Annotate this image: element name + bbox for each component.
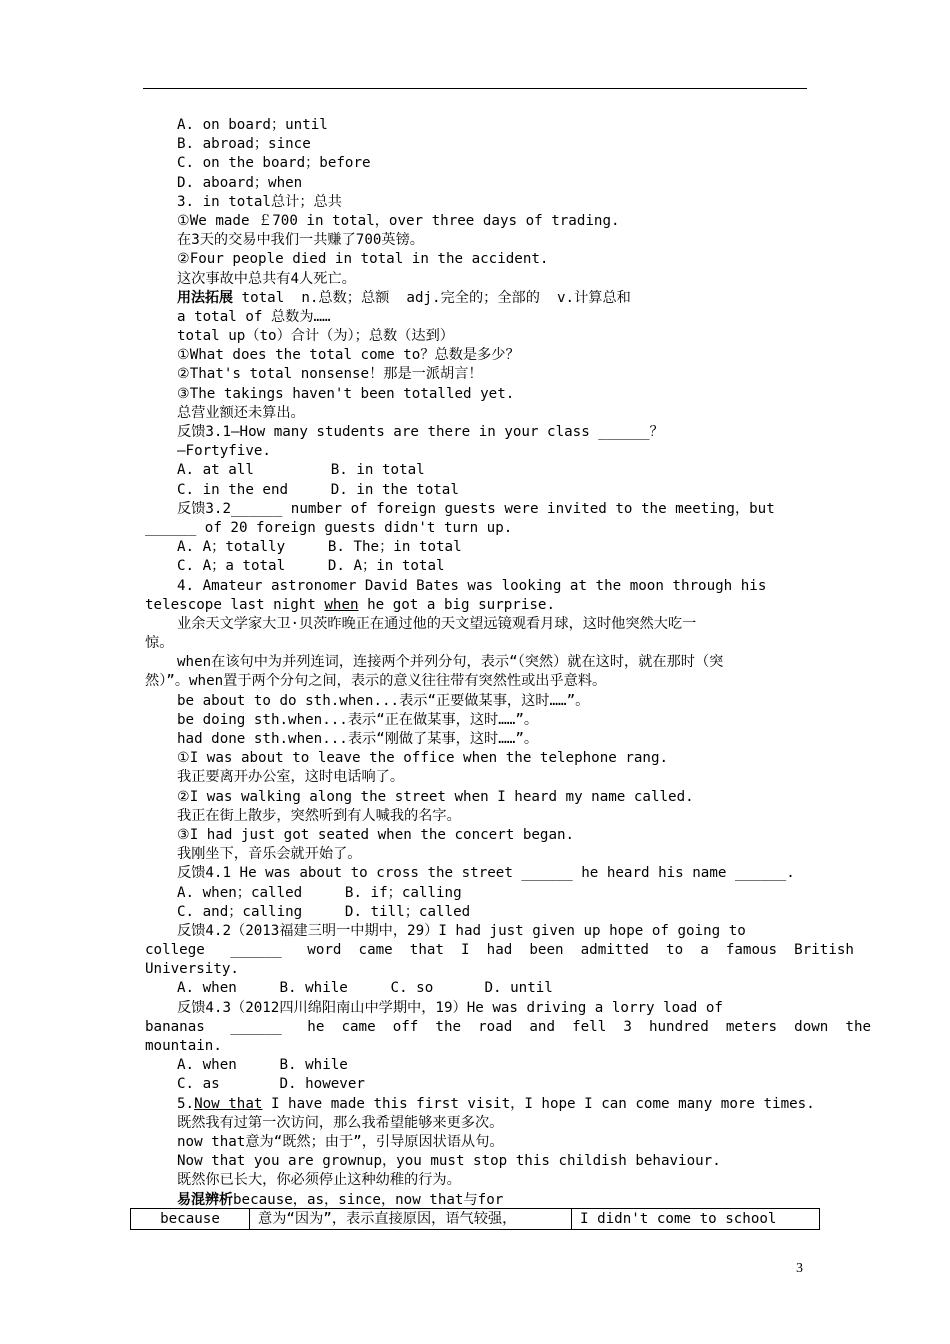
translation: 总营业额还未算出。 [177,404,305,421]
text-line: be doing sth.when...表示“正在做某事，这时……”。 [177,711,539,728]
exercise-question-cont: University. [145,961,239,978]
underlined-when: when [324,596,359,613]
example-sentence: ①I was about to leave the office when the telephone rang. [177,750,669,767]
page-number: 3 [796,1261,803,1276]
text-line: be about to do sth.when...表示“正要做某事，这时……”。 [177,692,590,709]
exercise-options: A. A；totally B. The；in total [177,539,462,556]
exercise-options: C. as D. however [177,1076,365,1093]
exercise-question-cont: college ______ word came that I had been admitted to a famous British [145,942,854,959]
exercise-options: A. when B. while C. so D. until [177,980,553,997]
confusion-text: because，as，since，now that与for [233,1191,504,1208]
exercise-question-cont: ______ of 20 foreign guests didn't turn up. [145,519,513,536]
translation: 这次事故中总共有4人死亡。 [177,270,356,287]
exercise-question: 反馈3.2______ number of foreign guests were invited to the meeting，but [177,500,775,517]
example-sentence: ②I was walking along the street when I heard my name called. [177,788,694,805]
usage-expansion [145,289,809,308]
explanation-cont: 然）”。when置于两个分句之间，表示的意义往往带有突然性或出乎意料。 [145,673,607,690]
exercise-question-cont: bananas ______ he came off the road and fell 3 hundred meters down the [145,1018,872,1035]
text-line: A. on board；until [177,117,328,133]
example-sentence: Now that you are grownup，you must stop this childish behaviour. [177,1153,721,1170]
exercise-options: A. when B. while [177,1057,348,1074]
translation: 我正在街上散步，突然听到有人喊我的名字。 [177,807,461,824]
exercise-options: A. at all B. in total [177,462,425,479]
exercise-question: 反馈4.1 He was about to cross the street ______ he heard his name ______. [177,865,795,882]
confusion-label: 易混辨析 [177,1191,233,1208]
example-sentence: ③I had just got seated when the concert began. [177,826,575,843]
translation: 在3天的交易中我们一共赚了700英镑。 [177,232,424,249]
text-line: D. aboard；when [177,174,303,191]
comparison-table [130,1208,820,1230]
section-heading: 4. Amateur astronomer David Bates was looking at the moon through his [177,577,767,594]
section-heading-cont: telescope last night when he got a big surprise. [145,596,556,613]
table-cell-term: because [131,1209,250,1229]
page-content [145,116,872,1210]
example-sentence: ②That's total nonsense！那是一派胡言！ [177,366,483,383]
example-sentence: ②Four people died in total in the accident. [177,251,549,268]
text-line: a total of 总数为…… [177,308,331,325]
section-heading: 3. in total总计；总共 [177,193,342,210]
underlined-now-that: Now that [194,1095,263,1112]
table-cell-meaning: 意为“因为”，表示直接原因，语气较强， [250,1209,572,1229]
section-heading: 5.Now that I have made this first visit，I hope I can come many more times. [177,1095,815,1112]
translation: 业余天文学家大卫·贝茨昨晚正在通过他的天文望远镜观看月球，这时他突然大吃一 [177,615,697,632]
exercise-question: 反馈4.3（2012四川绵阳南山中学期中，19）He was driving a lorry load of [177,999,723,1016]
exercise-options: C. and；calling D. till；called [177,903,471,920]
text-line: had done sth.when...表示“刚做了某事，这时……”。 [177,731,539,747]
example-sentence: ①What does the total come to？总数是多少？ [177,347,520,364]
translation: 既然你已长大，你必须停止这种幼稚的行为。 [177,1172,461,1189]
exercise-options: A. when；called B. if；calling [177,884,462,901]
confusion-analysis [145,1191,809,1210]
text-line: total up（to）合计（为）；总数（达到） [177,328,454,345]
translation: 我正要离开办公室，这时电话响了。 [177,769,405,786]
explanation: now that意为“既然；由于”，引导原因状语从句。 [177,1133,504,1150]
translation: 我刚坐下，音乐会就开始了。 [177,846,362,863]
exercise-options: C. in the end D. in the total [177,481,459,498]
exercise-answer-line: —Fortyfive. [177,443,271,460]
exercise-question-cont: mountain. [145,1038,222,1054]
example-sentence: ①We made ￡700 in total，over three days of trading. [177,212,620,229]
translation: 既然我有过第一次访问，那么我希望能够来更多次。 [177,1114,504,1131]
usage-expansion-label: 用法拓展 [177,289,233,306]
usage-expansion-text: total n.总数；总额 adj.完全的；全部的 v.计算总和 [233,289,631,306]
exercise-question: 反馈3.1—How many students are there in your class ______？ [177,424,664,440]
explanation: when在该句中为并列连词，连接两个并列分句，表示“（突然）就在这时，就在那时（突 [177,654,724,671]
text-line: B. abroad；since [177,136,311,153]
text-line: C. on the board；before [177,155,371,172]
example-sentence: ③The takings haven't been totalled yet. [177,385,515,402]
header-rule [143,88,807,89]
exercise-question: 反馈4.2（2013福建三明一中期中，29）I had just given up hope of going to [177,922,746,939]
translation-cont: 惊。 [145,635,174,652]
exercise-options: C. A；a total D. A；in total [177,558,445,575]
table-cell-example: I didn't come to school [580,1211,777,1227]
